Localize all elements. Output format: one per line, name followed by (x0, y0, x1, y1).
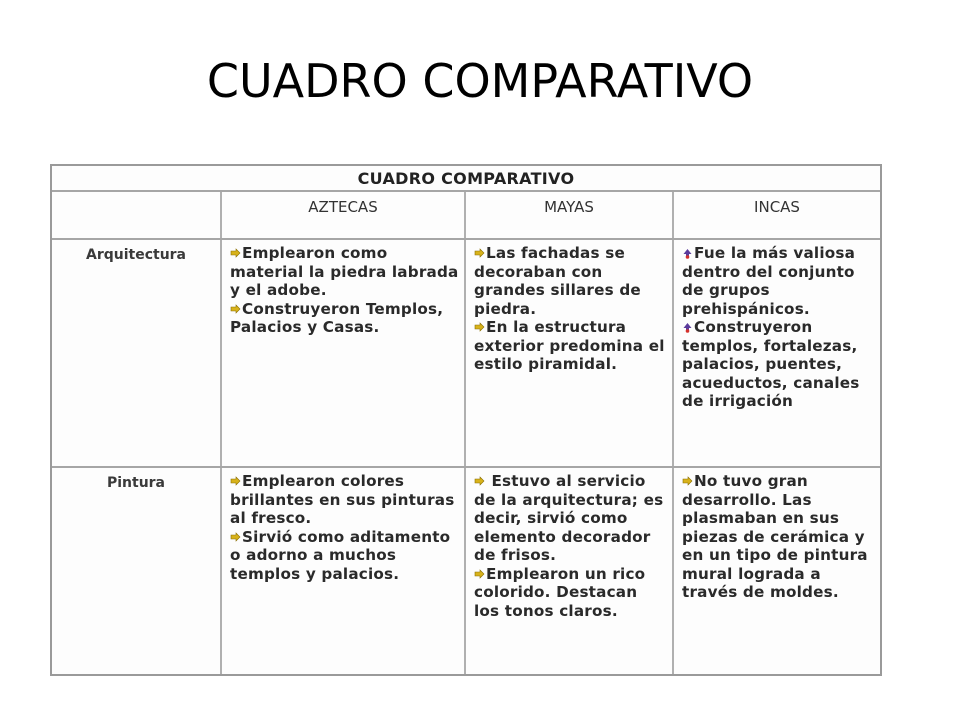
cell-item: En la estructura exterior predomina el estilo piramidal. (474, 318, 665, 373)
yellow-arrow-bullet-icon (230, 532, 241, 543)
cell-item: Construyeron Templos, Palacios y Casas. (230, 299, 444, 336)
cell-item: Emplearon colores brillantes en sus pinturas al fresco. (230, 472, 455, 527)
yellow-arrow-bullet-icon (230, 476, 241, 487)
yellow-arrow-bullet-icon (474, 476, 485, 487)
comparison-table (50, 164, 882, 676)
yellow-arrow-bullet-icon (474, 569, 485, 580)
row-label-arquitectura: Arquitectura (85, 247, 187, 263)
yellow-arrow-bullet-icon (474, 248, 485, 259)
yellow-arrow-bullet-icon (230, 304, 241, 315)
cell-pintura-mayas (466, 468, 674, 674)
table-title: CUADRO COMPARATIVO (357, 169, 575, 188)
cell-arquitectura-mayas (466, 240, 674, 466)
cell-pintura-aztecas (222, 468, 466, 674)
cell-item: Emplearon un rico colorido. Destacan los tonos claros. (474, 564, 646, 620)
header-cell-incas: INCAS (754, 198, 800, 216)
row-label-cell (52, 468, 222, 674)
row-label-cell (52, 240, 222, 466)
yellow-arrow-bullet-icon (474, 322, 485, 333)
table-title-row (52, 166, 880, 192)
cell-arquitectura-incas (674, 240, 880, 466)
cell-item: Las fachadas se decoraban con grandes sillares de piedra. (474, 244, 641, 318)
cell-arquitectura-aztecas (222, 240, 466, 466)
header-cell-mayas: MAYAS (466, 192, 674, 238)
yellow-arrow-bullet-icon (230, 248, 241, 259)
purple-arrow-bullet-icon (682, 322, 693, 333)
cell-item: Emplearon como material la piedra labrada y el adobe. (230, 244, 459, 299)
table-row-arquitectura (52, 240, 880, 468)
header-cell-aztecas: AZTECAS (222, 192, 466, 238)
cell-pintura-incas (674, 468, 880, 674)
cell-item: Construyeron templos, fortalezas, palacios, puentes, acueductos, canales de irrigación (682, 318, 860, 410)
yellow-arrow-bullet-icon (682, 476, 693, 487)
cell-item: No tuvo gran desarrollo. Las plasmaban en sus piezas de cerámica y en un tipo de pintura mural lograda a través de moldes. (682, 472, 868, 601)
header-cell-empty (52, 192, 222, 238)
slide-title: CUADRO COMPARATIVO (206, 54, 754, 108)
cell-item: Estuvo al servicio de la arquitectura; es decir, sirvió como elemento decorador de frisos. (474, 472, 664, 564)
table-header-row (52, 192, 880, 240)
purple-arrow-bullet-icon (682, 248, 693, 259)
cell-item: Fue la más valiosa dentro del conjunto de grupos prehispánicos. (682, 244, 856, 318)
cell-item: Sirvió como aditamento o adorno a muchos templos y palacios. (230, 527, 451, 583)
table-row-pintura (52, 468, 880, 674)
row-label-pintura: Pintura (106, 475, 166, 491)
